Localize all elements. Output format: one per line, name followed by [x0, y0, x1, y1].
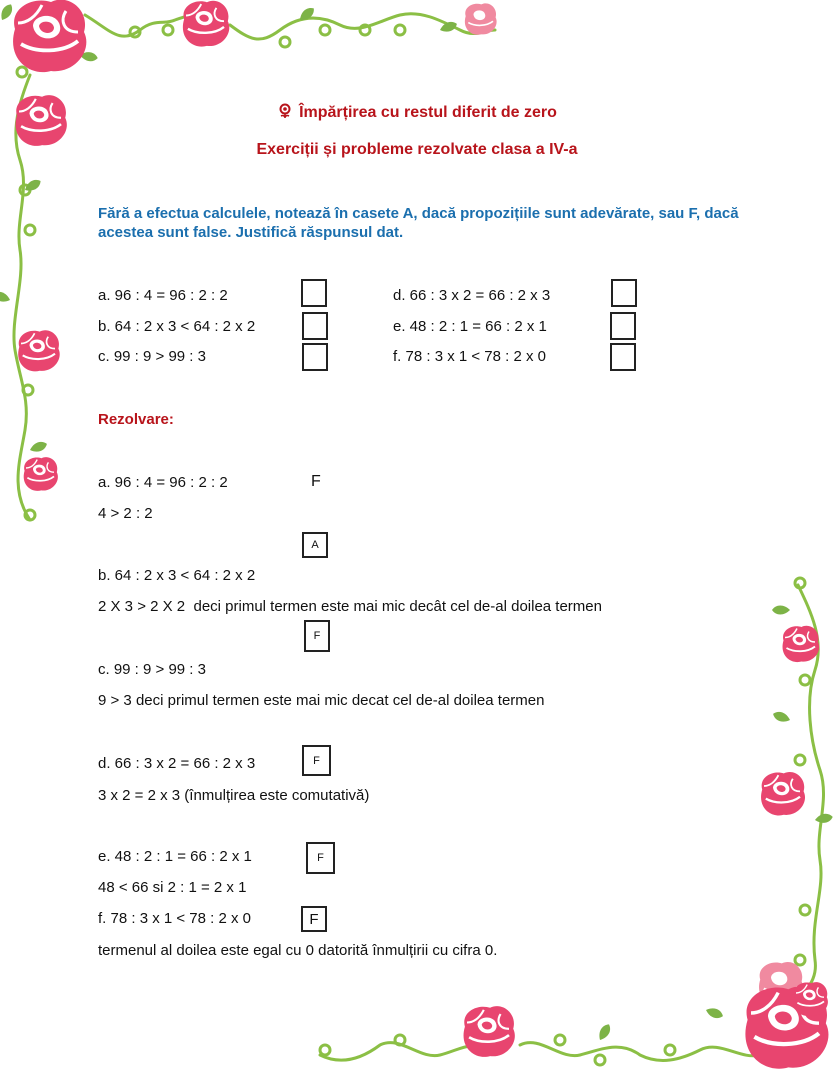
solution-c-justification: 9 > 3 deci primul termen este mai mic decat cel de-al doilea termen	[98, 692, 545, 709]
solution-d-box: F	[302, 745, 331, 776]
solution-b-justification: 2 X 3 > 2 X 2 deci primul termen este mai mic decât cel de-al doilea termen	[98, 598, 602, 615]
solution-a-justification: 4 > 2 : 2	[98, 505, 153, 522]
solution-e-justification: 48 < 66 si 2 : 1 = 2 x 1	[98, 879, 247, 896]
answer-box-d[interactable]	[611, 279, 637, 307]
answer-box-f[interactable]	[610, 343, 636, 371]
exercise-b: b. 64 : 2 x 3 < 64 : 2 x 2	[98, 318, 256, 335]
solution-a-statement: a. 96 : 4 = 96 : 2 : 2	[98, 474, 228, 491]
solution-e-statement: e. 48 : 2 : 1 = 66 : 2 x 1	[98, 848, 252, 865]
solution-f-justification: termenul al doilea este egal cu 0 datorită înmulțirii cu cifra 0.	[98, 942, 498, 959]
exercise-c: c. 99 : 9 > 99 : 3	[98, 348, 206, 365]
solution-f-box: F	[301, 906, 327, 932]
solution-d-justification: 3 x 2 = 2 x 3 (înmulțirea este comutativă)	[98, 787, 370, 804]
exercise-a: a. 96 : 4 = 96 : 2 : 2	[98, 287, 228, 304]
exercise-d: d. 66 : 3 x 2 = 66 : 2 x 3	[393, 287, 551, 304]
solution-b-box: F	[304, 620, 330, 652]
exercise-e: e. 48 : 2 : 1 = 66 : 2 x 1	[393, 318, 547, 335]
solution-d-statement: d. 66 : 3 x 2 = 66 : 2 x 3	[98, 755, 256, 772]
answer-box-c[interactable]	[302, 343, 328, 371]
solution-c-statement: c. 99 : 9 > 99 : 3	[98, 661, 206, 678]
answer-box-b[interactable]	[302, 312, 328, 340]
solution-f-statement: f. 78 : 3 x 1 < 78 : 2 x 0	[98, 910, 252, 927]
instruction-text: Fără a efectua calculele, notează în casete A, dacă propozițiile sunt adevărate, sau F, dacă acestea sunt false. Justifică răspunsul dat.	[98, 205, 739, 241]
page-subtitle: Exerciții și probleme rezolvate clasa a IV-a	[256, 141, 578, 158]
solution-e-box: F	[306, 842, 335, 874]
solution-a-box: A	[302, 532, 328, 558]
solution-b-statement: b. 64 : 2 x 3 < 64 : 2 x 2	[98, 567, 256, 584]
answer-box-a[interactable]	[301, 279, 327, 307]
title-text: Împărțirea cu restul diferit de zero	[299, 104, 557, 121]
solution-a-mark: F	[311, 473, 321, 490]
answer-box-e[interactable]	[610, 312, 636, 340]
flower-icon	[277, 103, 293, 119]
solution-heading: Rezolvare:	[98, 411, 174, 428]
page-title	[0, 103, 834, 122]
exercise-f: f. 78 : 3 x 1 < 78 : 2 x 0	[393, 348, 547, 365]
